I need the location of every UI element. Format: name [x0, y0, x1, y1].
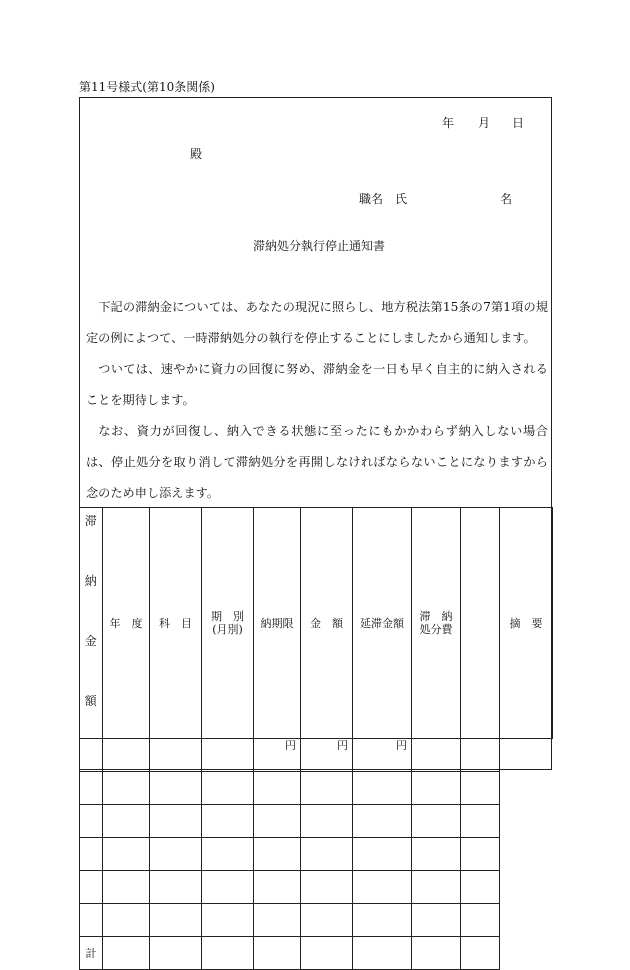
sender-name-label-2: 名: [500, 192, 513, 206]
cell-late-fee[interactable]: [301, 904, 353, 937]
side-label: [80, 508, 103, 739]
cell-item[interactable]: [103, 772, 150, 805]
cell-deadline[interactable]: [202, 739, 254, 772]
cell-item[interactable]: [103, 871, 150, 904]
cell-late-fee[interactable]: [301, 838, 353, 871]
header-deadline: 納期限: [254, 508, 301, 739]
total-blank[interactable]: [412, 937, 461, 970]
cell-blank[interactable]: [412, 772, 461, 805]
total-row: [80, 937, 553, 970]
cell-amount[interactable]: [254, 871, 301, 904]
side-label-char: 滞: [84, 514, 97, 528]
total-deadline[interactable]: [202, 937, 254, 970]
total-item[interactable]: [103, 937, 150, 970]
total-remarks[interactable]: [461, 937, 500, 970]
document-title: 滞納処分執行停止通知書: [253, 239, 386, 253]
cell-blank[interactable]: [412, 871, 461, 904]
header-disposal-fee-line2: 処分費: [419, 623, 453, 636]
cell-deadline[interactable]: [202, 805, 254, 838]
header-late-fee: 延滞金額: [353, 508, 412, 739]
cell-blank[interactable]: [412, 739, 461, 772]
date-day-label: 日: [512, 116, 525, 130]
cell-period[interactable]: [150, 871, 202, 904]
cell-deadline[interactable]: [202, 838, 254, 871]
cell-disposal-fee[interactable]: [353, 772, 412, 805]
table-row: [80, 904, 553, 937]
table-row: [80, 871, 553, 904]
notice-form: [79, 97, 552, 960]
header-period-line1: 期 別: [211, 610, 244, 623]
cell-year[interactable]: [80, 904, 103, 937]
cell-amount[interactable]: [254, 805, 301, 838]
body-paragraph: なお、資力が回復し、納入できる状態に至ったにもかかわらず納入しない場合は、停止処分を取り消して滞納処分を再開しなければならないことになりますから念のため申し添えます。: [86, 424, 548, 500]
cell-year[interactable]: [80, 871, 103, 904]
header-amount: 金 額: [301, 508, 353, 739]
cell-amount[interactable]: [254, 772, 301, 805]
date-month-label: 月: [478, 116, 491, 130]
cell-deadline[interactable]: [202, 871, 254, 904]
cell-period[interactable]: [150, 904, 202, 937]
table-row: [80, 805, 553, 838]
cell-late-fee[interactable]: [301, 805, 353, 838]
notice-body: [86, 292, 548, 509]
yen-unit: 円: [396, 739, 407, 752]
header-remarks: 摘 要: [500, 508, 553, 739]
delinquent-amount-table: [79, 507, 553, 970]
side-label-char: 納: [84, 574, 97, 588]
total-amount[interactable]: [254, 937, 301, 970]
table-row: [80, 772, 553, 805]
cell-remarks[interactable]: [461, 739, 500, 772]
total-period[interactable]: [150, 937, 202, 970]
cell-late-fee[interactable]: [301, 772, 353, 805]
header-disposal-fee: [412, 508, 461, 739]
cell-item[interactable]: [103, 805, 150, 838]
header-disposal-fee-line1: 滞 納: [419, 610, 453, 623]
cell-remarks[interactable]: [461, 805, 500, 838]
cell-blank[interactable]: [412, 904, 461, 937]
cell-amount[interactable]: [254, 739, 301, 772]
cell-disposal-fee[interactable]: [353, 871, 412, 904]
cell-blank[interactable]: [412, 838, 461, 871]
cell-year[interactable]: [80, 838, 103, 871]
total-disposal-fee[interactable]: [353, 937, 412, 970]
table-header-row: [80, 508, 553, 739]
cell-remarks[interactable]: [461, 871, 500, 904]
addressee-suffix: 殿: [190, 147, 203, 161]
cell-remarks[interactable]: [461, 772, 500, 805]
cell-late-fee[interactable]: [301, 739, 353, 772]
cell-disposal-fee[interactable]: [353, 739, 412, 772]
header-blank: [461, 508, 500, 739]
date-year-label: 年: [442, 116, 455, 130]
body-paragraph: 下記の滞納金については、あなたの現況に照らし、地方税法第15条の7第1項の規定の例によつて、一時滞納処分の執行を停止することにしましたから通知します。: [86, 300, 548, 345]
cell-amount[interactable]: [254, 904, 301, 937]
table-row: [80, 739, 553, 772]
cell-item[interactable]: [103, 739, 150, 772]
sender-name-label-1: 氏: [395, 192, 408, 206]
cell-deadline[interactable]: [202, 772, 254, 805]
side-label-char: 額: [84, 694, 97, 708]
cell-remarks[interactable]: [461, 904, 500, 937]
cell-remarks[interactable]: [461, 838, 500, 871]
cell-year[interactable]: [80, 739, 103, 772]
side-label-char: 金: [84, 634, 97, 648]
cell-item[interactable]: [103, 904, 150, 937]
sender-title: 職名: [359, 192, 384, 206]
form-number: 第11号様式(第10条関係): [79, 80, 215, 94]
total-label: 計: [80, 937, 103, 970]
cell-year[interactable]: [80, 805, 103, 838]
cell-item[interactable]: [103, 838, 150, 871]
total-late-fee[interactable]: [301, 937, 353, 970]
cell-deadline[interactable]: [202, 904, 254, 937]
cell-amount[interactable]: [254, 838, 301, 871]
table-row: [80, 838, 553, 871]
cell-blank[interactable]: [412, 805, 461, 838]
header-year: 年 度: [103, 508, 150, 739]
yen-unit: 円: [337, 739, 348, 752]
cell-late-fee[interactable]: [301, 871, 353, 904]
header-item: 科 目: [150, 508, 202, 739]
header-period: [202, 508, 254, 739]
cell-disposal-fee[interactable]: [353, 805, 412, 838]
header-period-line2: (月別): [212, 623, 243, 636]
body-paragraph: ついては、速やかに資力の回復に努め、滞納金を一日も早く自主的に納入されることを期待します。: [86, 362, 548, 407]
cell-year[interactable]: [80, 772, 103, 805]
cell-period[interactable]: [150, 772, 202, 805]
cell-period[interactable]: [150, 739, 202, 772]
cell-disposal-fee[interactable]: [353, 838, 412, 871]
cell-period[interactable]: [150, 838, 202, 871]
yen-unit: 円: [285, 739, 296, 752]
cell-period[interactable]: [150, 805, 202, 838]
cell-disposal-fee[interactable]: [353, 904, 412, 937]
